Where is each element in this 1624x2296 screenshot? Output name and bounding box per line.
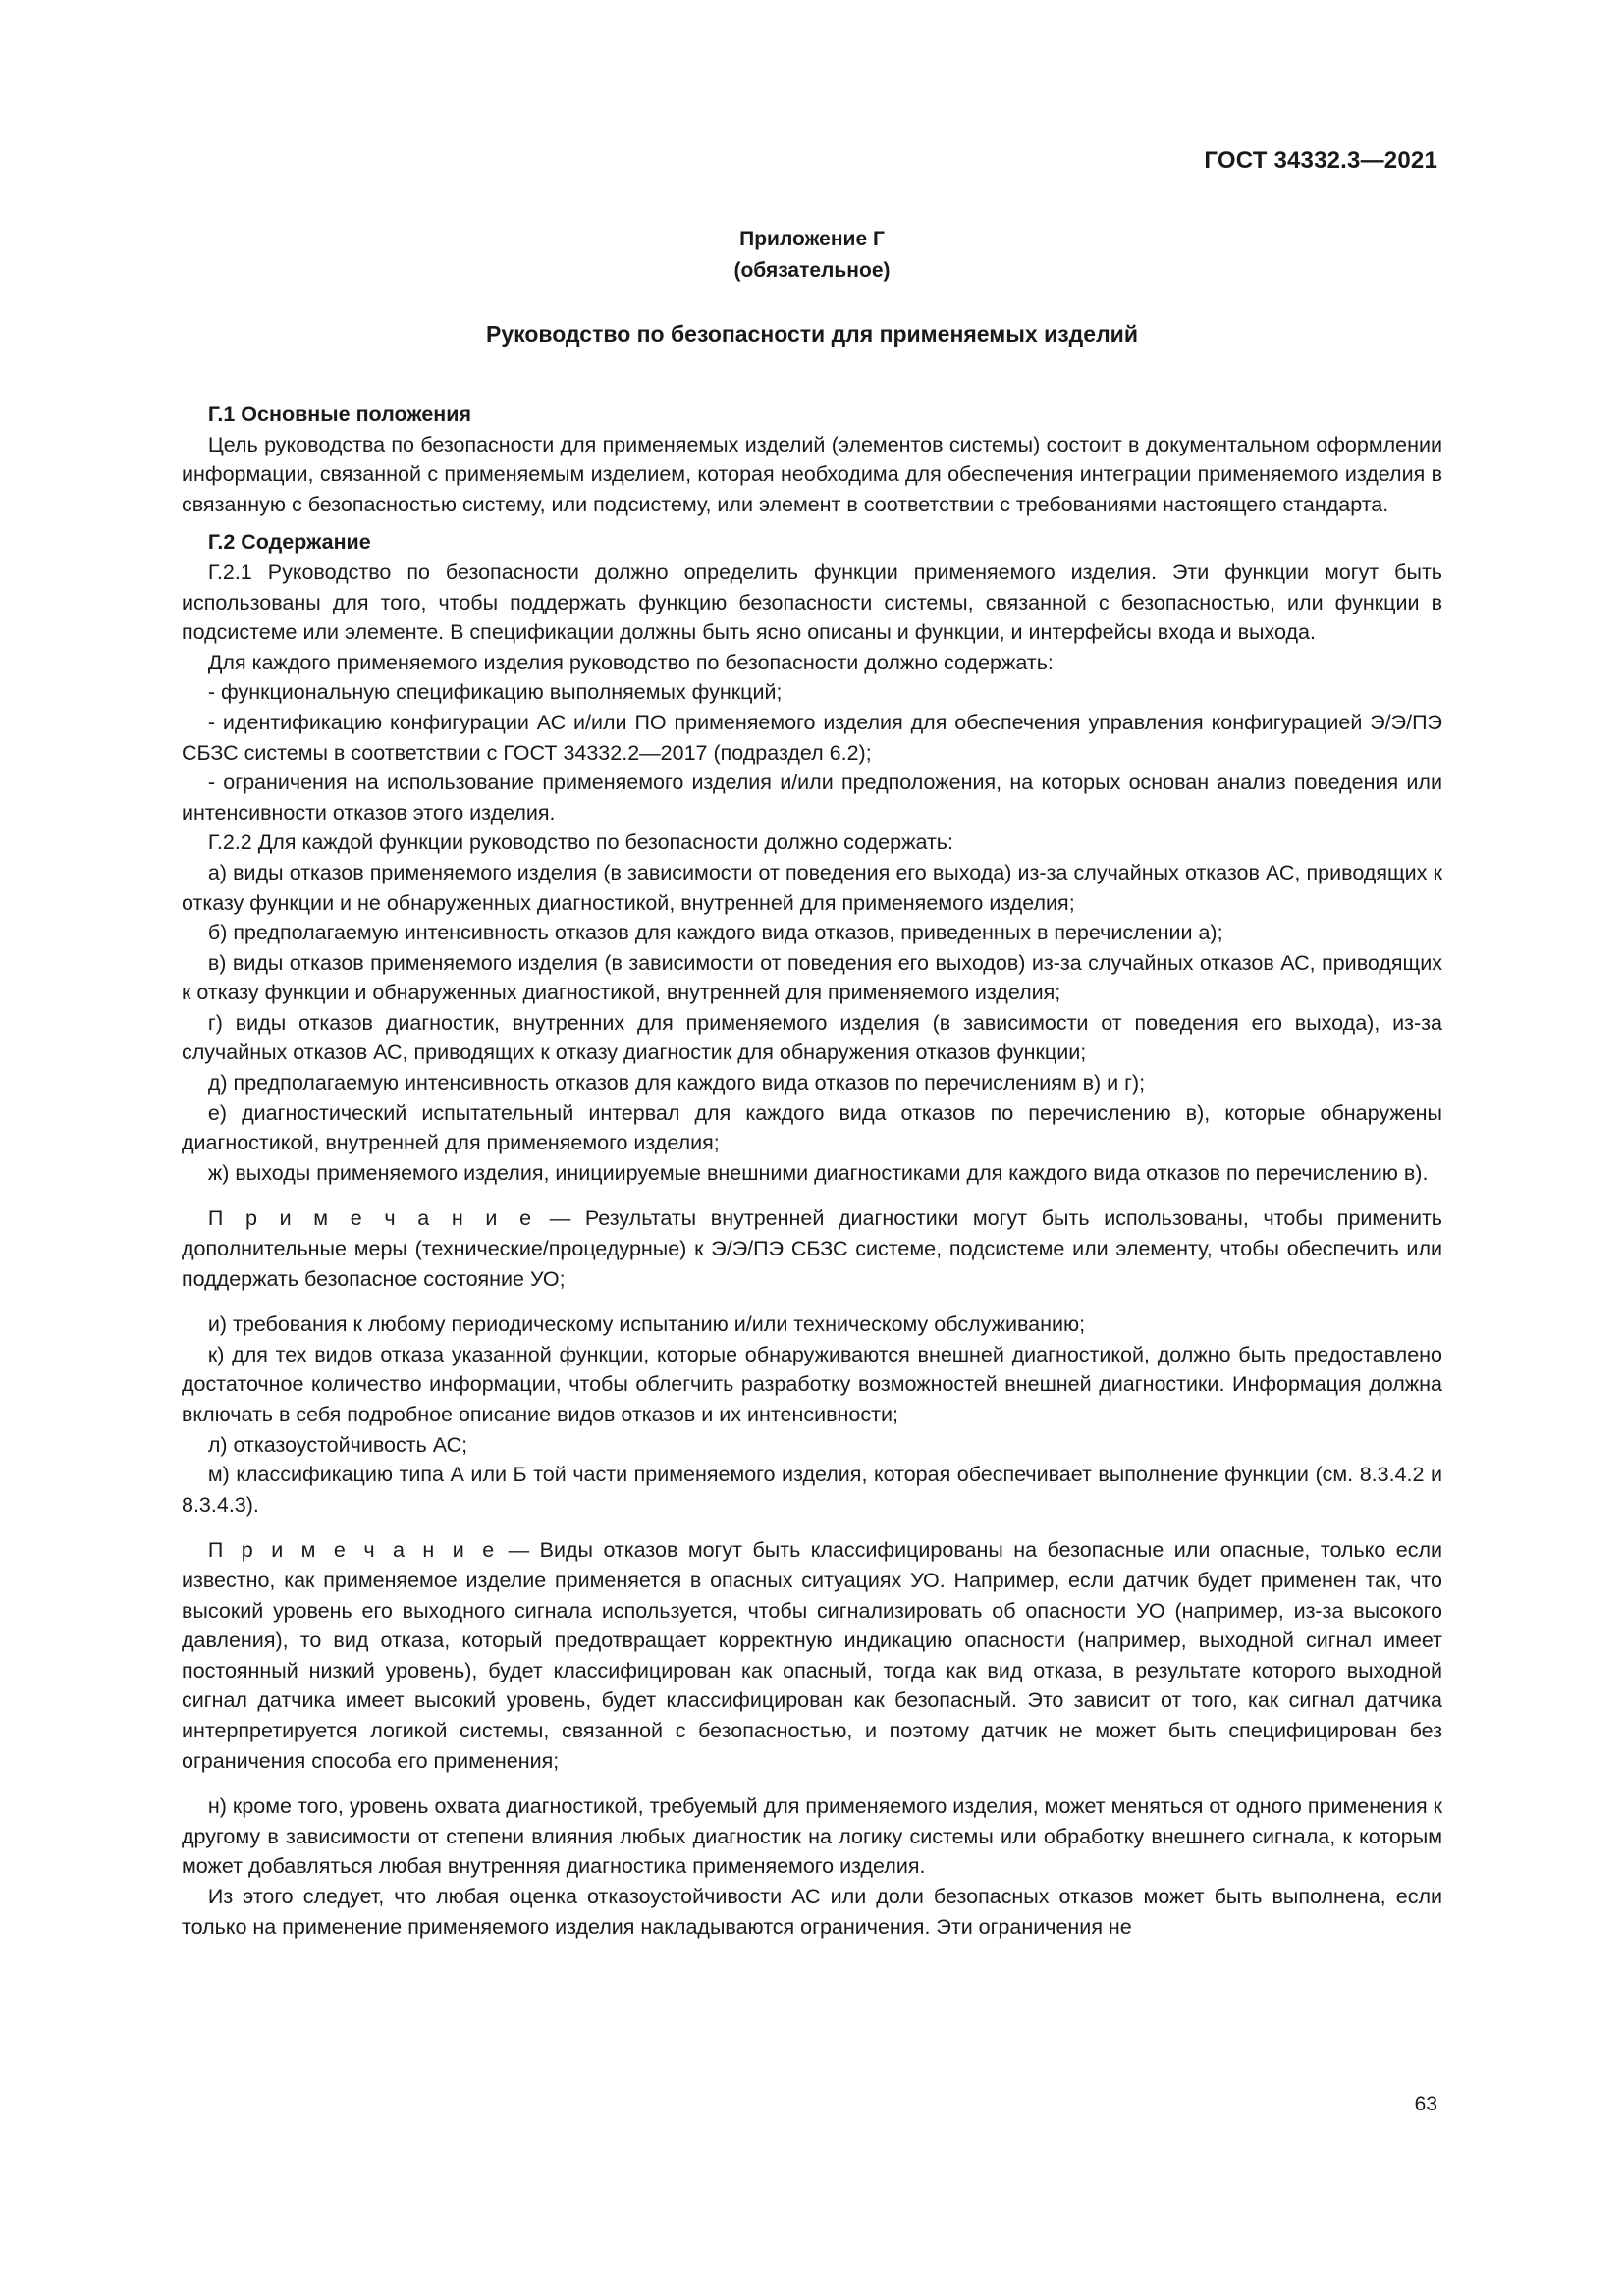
list-item: в) виды отказов применяемого изделия (в зависимости от поведения его выходов) из-за случайных отказов АС, приводящих к отказу функции и обнаруженных диагностикой, внутренней для применяемого изделия; [182,950,1442,1005]
list-item: - идентификацию конфигурации АС и/или ПО применяемого изделия для обеспечения управления конфигурацией Э/Э/ПЭ СБЗС системы в соответствии с ГОСТ 34332.2—2017 (подраздел 6.2); [182,710,1442,765]
section-heading: Г.2 Содержание [207,530,371,555]
appendix-title: Приложение Г [739,228,885,250]
paragraph: Цель руководства по безопасности для применяемых изделий (элементов системы) состоит в документальном оформлении информации, связанной с применяемым изделием, которая необходима для обеспечения интеграции применяемого изделия в связанную с безопасностью систему, или подсистему, или элемент в соответствии с требованиями настоящего стандарта. [182,432,1442,516]
list-item: - функциональную спецификацию выполняемых функций; [207,680,783,705]
paragraph: Г.2.1 Руководство по безопасности должно определить функции применяемого изделия. Эти функции могут быть использованы для того, чтобы поддержать функцию безопасности системы, связанной с безопасностью, или функции в подсистеме или элементе. В спецификации должны быть ясно описаны и функции, и интерфейсы входа и выхода. [182,560,1442,645]
appendix-status: (обязательное) [733,259,891,282]
list-item: л) отказоустойчивость АС; [207,1432,468,1457]
list-item: к) для тех видов отказа указанной функции, которые обнаруживаются внешней диагностикой, должно быть предоставлено достаточное количество информации, чтобы облегчить разработку возможностей внешней диагностики. Информация должна включать в себя подробное описание видов отказов и их интенсивности; [182,1342,1442,1426]
note-label: П р и м е ч а н и е [207,1538,499,1563]
paragraph: Для каждого применяемого изделия руководство по безопасности должно содержать: [207,650,1054,674]
list-item: м) классификацию типа А или Б той части применяемого изделия, которая обеспечивает выполнение функции (см. 8.3.4.2 и 8.3.4.3). [182,1463,1442,1517]
document-code: ГОСТ 34332.3—2021 [1204,147,1437,174]
note-label: П р и м е ч а н и е [207,1206,536,1231]
note [182,1203,1442,1294]
document-body [182,400,1442,1942]
paragraph: Из этого следует, что любая оценка отказоустойчивости АС или доли безопасных отказов может быть выполнена, если только на применение применяемого изделия накладываются ограничения. Эти ограничения не [182,1884,1442,1939]
list-item: а) виды отказов применяемого изделия (в зависимости от поведения его выхода) из-за случайных отказов АС, приводящих к отказу функции и не обнаруженных диагностикой, внутренней для применяемого изделия; [182,860,1442,915]
list-item: - ограничения на использование применяемого изделия и/или предположения, на которых основан анализ поведения или интенсивности отказов этого изделия. [182,771,1442,825]
list-item: и) требования к любому периодическому испытанию и/или техническому обслуживанию; [207,1312,1086,1337]
list-item: г) виды отказов диагностик, внутренних для применяемого изделия (в зависимости от поведения его выхода), из-за случайных отказов АС, приводящих к отказу диагностик для обнаружения отказов функции; [182,1010,1442,1065]
appendix-heading [0,224,1624,287]
note [182,1535,1442,1776]
note-text: — Виды отказов могут быть классифицированы на безопасные или опасные, только если известно, как применяемое изделие применяется в опасных ситуациях УО. Например, если датчик будет применен так, что высокий уровень его выходного сигнала используется, чтобы сигнализировать об опасности УО (например, из-за высокого давления), то вид отказа, который предотвращает корректную индикацию опасности (например, выходной сигнал имеет постоянный низкий уровень), будет классифицирован как опасный, тогда как вид отказа, в результате которого выходной сигнал датчика имеет высокий уровень, будет классифицирован как безопасный. Это зависит от того, как сигнал датчика интерпретируется логикой системы, связанной с безопасностью, и поэтому датчик не может быть специфицирован без ограничения способа его применения; [182,1538,1443,1773]
list-item: н) кроме того, уровень охвата диагностикой, требуемый для применяемого изделия, может меняться от одного применения к другому в зависимости от степени влияния любых диагностик на логику системы или обработку внешнего сигнала, к которым может добавляться любая внутренняя диагностика применяемого изделия. [182,1794,1442,1879]
paragraph: Г.2.2 Для каждой функции руководство по безопасности должно содержать: [207,830,953,855]
page-number: 63 [1414,2093,1437,2115]
list-item: д) предполагаемую интенсивность отказов для каждого вида отказов по перечислениям в) и г); [207,1071,1146,1095]
list-item: е) диагностический испытательный интервал для каждого вида отказов по перечислению в), которые обнаружены диагностикой, внутренней для применяемого изделия; [182,1100,1442,1155]
document-title: Руководство по безопасности для применяемых изделий [486,321,1138,347]
section-heading: Г.1 Основные положения [207,402,472,426]
list-item: ж) выходы применяемого изделия, инициируемые внешними диагностиками для каждого вида отказов по перечислению в). [207,1160,1429,1185]
note-text: — Результаты внутренней диагностики могут быть использованы, чтобы применить дополнительные меры (технические/процедурные) к Э/Э/ПЭ СБЗС системе, подсистеме или элементу, чтобы обеспечить или поддержать безопасное состояние УО; [182,1206,1442,1291]
list-item: б) предполагаемую интенсивность отказов для каждого вида отказов, приведенных в перечислении а); [207,921,1223,945]
